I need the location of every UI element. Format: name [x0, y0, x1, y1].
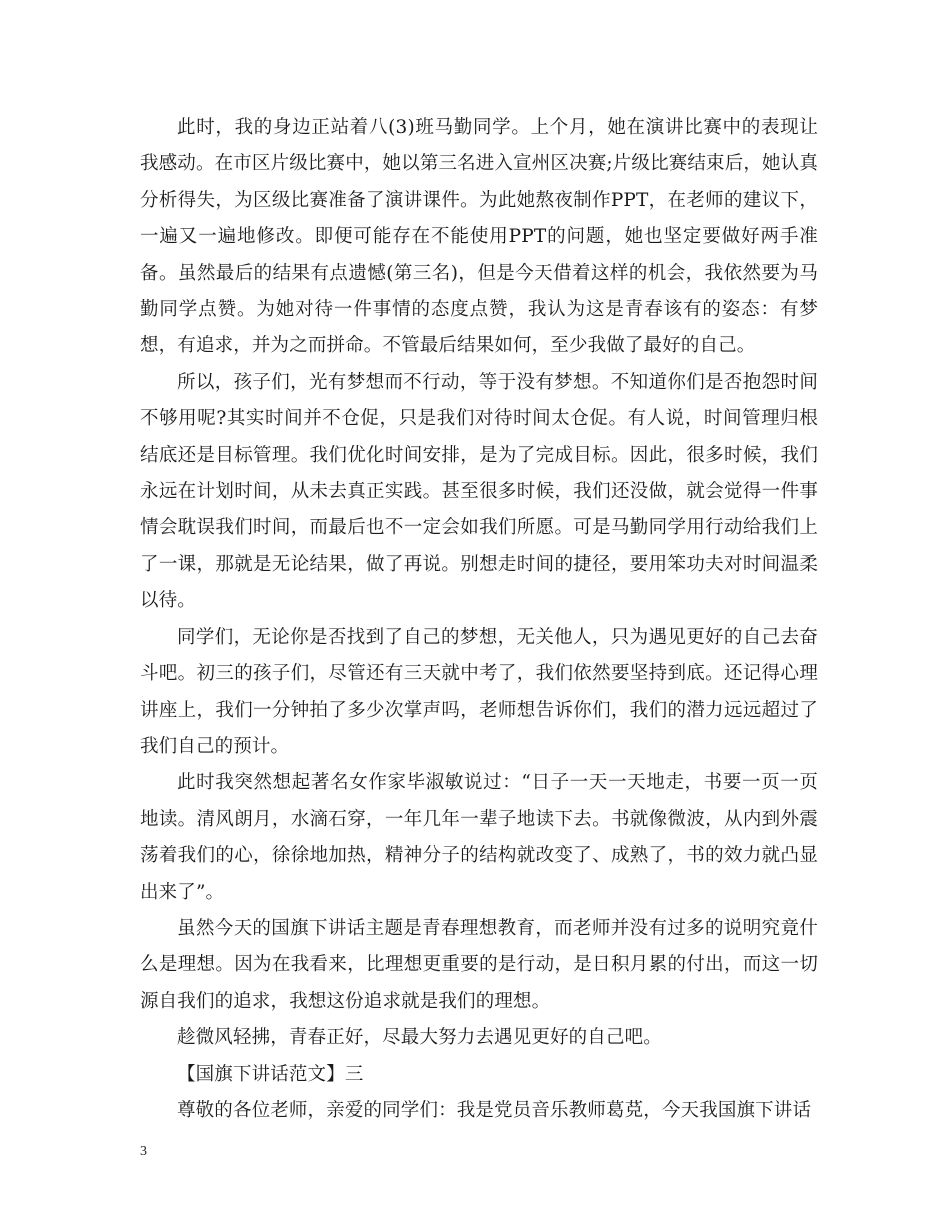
page-number: 3: [140, 1144, 147, 1159]
paragraph-ma-qin-speech-contest: 此时，我的身边正站着八(3)班马勤同学。上个月，她在演讲比赛中的表现让我感动。在市区片级比赛中，她以第三名进入宣州区决赛;片级比赛结束后，她认真分析得失，为区级比赛准备了演讲课件。为此她熬夜制作PPT，在老师的建议下，一遍又一遍地修改。即便可能存在不能使用PPT的问题，她也坚定要做好两手准备。虽然最后的结果有点遗憾(第三名)，但是今天借着这样的机会，我依然要为马勤同学点赞。为她对待一件事情的态度点赞，我认为这是青春该有的姿态：有梦想，有追求，并为之而拼命。不管最后结果如何，至少我做了最好的自己。: [140, 117, 818, 357]
paragraph-strive-for-dreams: 同学们，无论你是否找到了自己的梦想，无关他人，只为遇见更好的自己去奋斗吧。初三的孩子们，尽管还有三天就中考了，我们依然要坚持到底。还记得心理讲座上，我们一分钟拍了多少次掌声吗，老师想告诉你们，我们的潜力远远超过了我们自己的预计。: [140, 626, 818, 757]
paragraph-bi-shumin-quote: 此时我突然想起著名女作家毕淑敏说过：“日子一天一天地走，书要一页一页地读。清风朗月，水滴石穿，一年几年一辈子地读下去。书就像微波，从内到外震荡着我们的心，徐徐地加热，精神分子的结构就改变了、成熟了，书的效力就凸显出来了”。: [140, 772, 818, 903]
paragraph-time-management: 所以，孩子们，光有梦想而不行动，等于没有梦想。不知道你们是否抱怨时间不够用呢?其实时间并不仓促，只是我们对待时间太仓促。有人说，时间管理归根结底还是目标管理。我们优化时间安排，是为了完成目标。因此，很多时候，我们永远在计划时间，从未去真正实践。甚至很多时候，我们还没做，就会觉得一件事情会耽误我们时间，而最后也不一定会如我们所愿。可是马勤同学用行动给我们上了一课，那就是无论结果，做了再说。别想走时间的捷径，要用笨功夫对时间温柔以待。: [140, 371, 818, 612]
document-body: [140, 110, 818, 1129]
section-heading-speech-three: 【国旗下讲话范文】三: [177, 1063, 364, 1085]
paragraph-ideals-and-action: 虽然今天的国旗下讲话主题是青春理想教育，而老师并没有过多的说明究竟什么是理想。因为在我看来，比理想更重要的是行动，是日积月累的付出，而这一切源自我们的追求，我想这份追求就是我们的理想。: [140, 917, 818, 1012]
paragraph-speech-three-opening: 尊敬的各位老师，亲爱的同学们：我是党员音乐教师葛莌，今天我国旗下讲话: [177, 1099, 812, 1121]
paragraph-closing-line: 趁微风轻拂，青春正好，尽最大努力去遇见更好的自己吧。: [177, 1027, 662, 1049]
